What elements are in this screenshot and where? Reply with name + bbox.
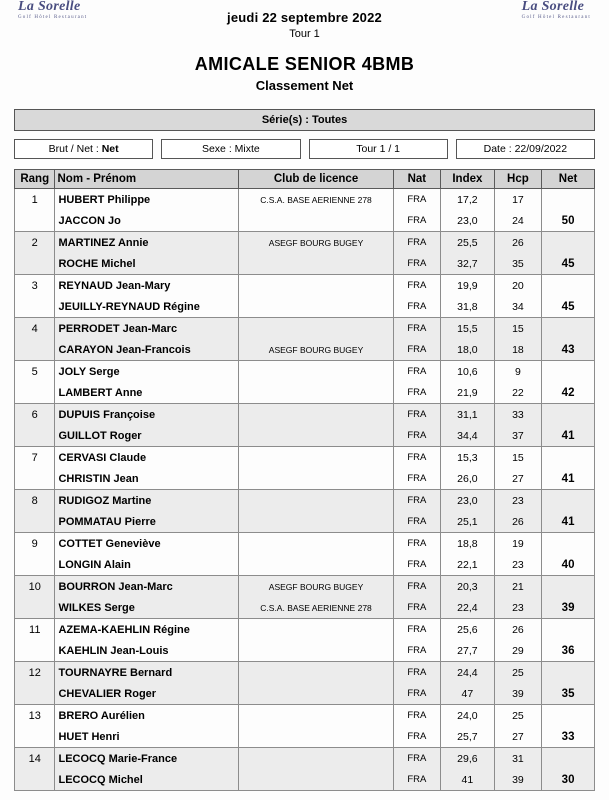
cell-player-name: HUBERT Philippe — [55, 189, 239, 211]
table-row — [15, 425, 595, 447]
cell-rank: 1 — [15, 189, 55, 211]
cell-rank — [15, 210, 55, 232]
cell-rank: 11 — [15, 619, 55, 641]
cell-club — [239, 683, 393, 705]
cell-index: 24,4 — [441, 662, 495, 684]
cell-hcp: 19 — [494, 533, 541, 555]
cell-nat: FRA — [393, 597, 440, 619]
cell-net — [542, 361, 595, 383]
filter-sexe-label: Sexe : — [201, 143, 232, 155]
cell-hcp: 25 — [494, 662, 541, 684]
cell-nat: FRA — [393, 640, 440, 662]
cell-net — [542, 576, 595, 598]
logo-right — [522, 0, 591, 20]
cell-net — [542, 275, 595, 297]
cell-club — [239, 210, 393, 232]
table-row — [15, 318, 595, 340]
cell-club — [239, 662, 393, 684]
cell-club — [239, 533, 393, 555]
cell-hcp: 15 — [494, 447, 541, 469]
cell-net: 43 — [542, 339, 595, 361]
cell-index: 10,6 — [441, 361, 495, 383]
cell-hcp: 24 — [494, 210, 541, 232]
table-row — [15, 748, 595, 770]
cell-club — [239, 447, 393, 469]
cell-player-name: MARTINEZ Annie — [55, 232, 239, 254]
cell-nat: FRA — [393, 748, 440, 770]
cell-player-name: REYNAUD Jean-Mary — [55, 275, 239, 297]
cell-nat: FRA — [393, 404, 440, 426]
cell-hcp: 37 — [494, 425, 541, 447]
cell-nat: FRA — [393, 619, 440, 641]
cell-index: 27,7 — [441, 640, 495, 662]
cell-rank: 10 — [15, 576, 55, 598]
table-row — [15, 253, 595, 275]
table-row — [15, 511, 595, 533]
cell-player-name: COTTET Geneviève — [55, 533, 239, 555]
cell-index: 23,0 — [441, 210, 495, 232]
cell-net: 40 — [542, 554, 595, 576]
cell-index: 47 — [441, 683, 495, 705]
cell-nat: FRA — [393, 253, 440, 275]
filter-date-label: Date : — [483, 143, 512, 155]
cell-player-name: ROCHE Michel — [55, 253, 239, 275]
table-row — [15, 619, 595, 641]
cell-net — [542, 662, 595, 684]
cell-club — [239, 748, 393, 770]
logo-right-name: La Sorelle — [521, 0, 585, 14]
cell-net: 41 — [542, 511, 595, 533]
cell-nat: FRA — [393, 511, 440, 533]
cell-nat: FRA — [393, 576, 440, 598]
cell-hcp: 26 — [494, 619, 541, 641]
cell-rank — [15, 468, 55, 490]
cell-hcp: 35 — [494, 253, 541, 275]
filter-brut-net-value: Net — [101, 143, 119, 155]
cell-hcp: 17 — [494, 189, 541, 211]
cell-nat: FRA — [393, 296, 440, 318]
cell-hcp: 31 — [494, 748, 541, 770]
cell-club — [239, 619, 393, 641]
cell-club — [239, 318, 393, 340]
cell-nat: FRA — [393, 361, 440, 383]
cell-net: 30 — [542, 769, 595, 791]
cell-index: 29,6 — [441, 748, 495, 770]
cell-club — [239, 511, 393, 533]
cell-index: 19,9 — [441, 275, 495, 297]
column-header-hcp: Hcp — [494, 170, 541, 189]
document-header — [0, 0, 609, 93]
cell-nat: FRA — [393, 382, 440, 404]
filter-sexe-value: Mixte — [234, 143, 260, 155]
cell-hcp: 23 — [494, 490, 541, 512]
cell-rank: 14 — [15, 748, 55, 770]
cell-club — [239, 253, 393, 275]
cell-net: 41 — [542, 468, 595, 490]
cell-rank — [15, 296, 55, 318]
cell-hcp: 21 — [494, 576, 541, 598]
cell-index: 18,8 — [441, 533, 495, 555]
cell-nat: FRA — [393, 447, 440, 469]
cell-net: 35 — [542, 683, 595, 705]
cell-club — [239, 468, 393, 490]
cell-rank — [15, 253, 55, 275]
cell-net: 33 — [542, 726, 595, 748]
page-title: AMICALE SENIOR 4BMB — [194, 54, 415, 74]
cell-index: 17,2 — [441, 189, 495, 211]
table-row — [15, 662, 595, 684]
cell-hcp: 9 — [494, 361, 541, 383]
cell-net: 42 — [542, 382, 595, 404]
table-row — [15, 640, 595, 662]
cell-index: 26,0 — [441, 468, 495, 490]
table-row — [15, 468, 595, 490]
cell-rank: 8 — [15, 490, 55, 512]
cell-rank: 12 — [15, 662, 55, 684]
cell-club: C.S.A. BASE AERIENNE 278 — [239, 597, 393, 619]
cell-hcp: 22 — [494, 382, 541, 404]
series-bar: Série(s) : Toutes — [14, 109, 595, 131]
cell-rank — [15, 382, 55, 404]
cell-player-name: LECOCQ Michel — [55, 769, 239, 791]
cell-index: 25,7 — [441, 726, 495, 748]
cell-player-name: POMMATAU Pierre — [55, 511, 239, 533]
cell-net — [542, 318, 595, 340]
cell-net: 41 — [542, 425, 595, 447]
cell-club — [239, 361, 393, 383]
cell-player-name: CHEVALIER Roger — [55, 683, 239, 705]
table-row — [15, 597, 595, 619]
cell-hcp: 27 — [494, 726, 541, 748]
cell-club — [239, 296, 393, 318]
cell-net — [542, 490, 595, 512]
cell-index: 15,3 — [441, 447, 495, 469]
cell-player-name: GUILLOT Roger — [55, 425, 239, 447]
cell-player-name: JOLY Serge — [55, 361, 239, 383]
cell-rank — [15, 769, 55, 791]
cell-club: C.S.A. BASE AERIENNE 278 — [239, 189, 393, 211]
table-row — [15, 447, 595, 469]
table-row — [15, 382, 595, 404]
filter-brut-net[interactable] — [14, 139, 153, 159]
column-header-net: Net — [542, 170, 595, 189]
cell-nat: FRA — [393, 490, 440, 512]
cell-net: 45 — [542, 296, 595, 318]
cell-rank: 9 — [15, 533, 55, 555]
cell-player-name: BRERO Aurélien — [55, 705, 239, 727]
cell-nat: FRA — [393, 339, 440, 361]
cell-index: 25,5 — [441, 232, 495, 254]
cell-rank — [15, 511, 55, 533]
cell-player-name: HUET Henri — [55, 726, 239, 748]
cell-rank — [15, 726, 55, 748]
cell-hcp: 39 — [494, 683, 541, 705]
filter-tour[interactable] — [309, 139, 448, 159]
cell-hcp: 34 — [494, 296, 541, 318]
cell-rank: 13 — [15, 705, 55, 727]
cell-net: 36 — [542, 640, 595, 662]
cell-player-name: PERRODET Jean-Marc — [55, 318, 239, 340]
cell-index: 20,3 — [441, 576, 495, 598]
cell-net: 50 — [542, 210, 595, 232]
cell-hcp: 18 — [494, 339, 541, 361]
filter-row — [14, 139, 595, 159]
cell-player-name: JEUILLY-REYNAUD Régine — [55, 296, 239, 318]
column-header-club: Club de licence — [239, 170, 393, 189]
filter-date-value: 22/09/2022 — [514, 143, 568, 155]
filter-date[interactable] — [456, 139, 595, 159]
cell-club — [239, 769, 393, 791]
cell-rank — [15, 683, 55, 705]
cell-index: 18,0 — [441, 339, 495, 361]
table-row — [15, 404, 595, 426]
table-row — [15, 490, 595, 512]
table-row — [15, 361, 595, 383]
cell-nat: FRA — [393, 425, 440, 447]
table-row — [15, 705, 595, 727]
cell-club — [239, 490, 393, 512]
logo-left-name: La Sorelle — [18, 0, 81, 14]
cell-club: ASEGF BOURG BUGEY — [239, 576, 393, 598]
cell-rank: 7 — [15, 447, 55, 469]
cell-player-name: DUPUIS Françoise — [55, 404, 239, 426]
cell-net — [542, 232, 595, 254]
cell-net — [542, 705, 595, 727]
cell-hcp: 39 — [494, 769, 541, 791]
cell-club — [239, 705, 393, 727]
cell-nat: FRA — [393, 554, 440, 576]
column-header-index: Index — [441, 170, 495, 189]
cell-net: 45 — [542, 253, 595, 275]
cell-index: 22,1 — [441, 554, 495, 576]
cell-club — [239, 382, 393, 404]
cell-index: 22,4 — [441, 597, 495, 619]
cell-index: 25,1 — [441, 511, 495, 533]
cell-club — [239, 404, 393, 426]
cell-index: 25,6 — [441, 619, 495, 641]
cell-nat: FRA — [393, 232, 440, 254]
table-row — [15, 189, 595, 211]
column-header-nat: Nat — [393, 170, 440, 189]
tour-label: Tour 1 — [289, 28, 320, 40]
cell-rank — [15, 554, 55, 576]
cell-rank — [15, 597, 55, 619]
cell-hcp: 29 — [494, 640, 541, 662]
cell-net — [542, 748, 595, 770]
cell-hcp: 23 — [494, 597, 541, 619]
table-row — [15, 533, 595, 555]
table-row — [15, 554, 595, 576]
cell-nat: FRA — [393, 769, 440, 791]
cell-hcp: 23 — [494, 554, 541, 576]
cell-net — [542, 189, 595, 211]
cell-nat: FRA — [393, 468, 440, 490]
filter-brut-net-label: Brut / Net : — [48, 143, 99, 155]
cell-net — [542, 404, 595, 426]
table-row — [15, 232, 595, 254]
table-row — [15, 296, 595, 318]
logo-left-tagline: Golf Hôtel Restaurant — [18, 14, 88, 20]
filter-tour-label: Tour 1 / 1 — [356, 143, 401, 155]
cell-hcp: 33 — [494, 404, 541, 426]
cell-nat: FRA — [393, 662, 440, 684]
cell-rank: 4 — [15, 318, 55, 340]
page-subtitle: Classement Net — [255, 78, 354, 93]
cell-club — [239, 554, 393, 576]
cell-player-name: LECOCQ Marie-France — [55, 748, 239, 770]
cell-index: 21,9 — [441, 382, 495, 404]
table-header-row — [15, 170, 595, 189]
table-row — [15, 726, 595, 748]
table-row — [15, 769, 595, 791]
cell-club — [239, 726, 393, 748]
event-date: jeudi 22 septembre 2022 — [227, 10, 382, 25]
cell-club — [239, 275, 393, 297]
cell-nat: FRA — [393, 726, 440, 748]
cell-net — [542, 619, 595, 641]
cell-rank: 6 — [15, 404, 55, 426]
cell-index: 24,0 — [441, 705, 495, 727]
column-header-name: Nom - Prénom — [55, 170, 239, 189]
cell-rank — [15, 425, 55, 447]
cell-index: 23,0 — [441, 490, 495, 512]
cell-hcp: 25 — [494, 705, 541, 727]
cell-net — [542, 447, 595, 469]
cell-net — [542, 533, 595, 555]
cell-index: 15,5 — [441, 318, 495, 340]
cell-player-name: JACCON Jo — [55, 210, 239, 232]
cell-club: ASEGF BOURG BUGEY — [239, 232, 393, 254]
cell-player-name: LAMBERT Anne — [55, 382, 239, 404]
cell-hcp: 15 — [494, 318, 541, 340]
cell-hcp: 26 — [494, 511, 541, 533]
cell-club: ASEGF BOURG BUGEY — [239, 339, 393, 361]
cell-index: 31,1 — [441, 404, 495, 426]
cell-club — [239, 425, 393, 447]
cell-player-name: AZEMA-KAEHLIN Régine — [55, 619, 239, 641]
cell-rank — [15, 640, 55, 662]
cell-index: 32,7 — [441, 253, 495, 275]
cell-hcp: 27 — [494, 468, 541, 490]
logo-left — [18, 0, 87, 20]
cell-nat: FRA — [393, 318, 440, 340]
cell-rank: 5 — [15, 361, 55, 383]
table-row — [15, 339, 595, 361]
cell-player-name: RUDIGOZ Martine — [55, 490, 239, 512]
cell-net: 39 — [542, 597, 595, 619]
cell-player-name: CARAYON Jean-Francois — [55, 339, 239, 361]
table-body — [15, 189, 595, 791]
logo-right-tagline: Golf Hôtel Restaurant — [521, 14, 591, 20]
cell-hcp: 26 — [494, 232, 541, 254]
cell-nat: FRA — [393, 210, 440, 232]
cell-player-name: CHRISTIN Jean — [55, 468, 239, 490]
cell-index: 41 — [441, 769, 495, 791]
cell-rank: 3 — [15, 275, 55, 297]
cell-player-name: CERVASI Claude — [55, 447, 239, 469]
table-row — [15, 210, 595, 232]
cell-index: 31,8 — [441, 296, 495, 318]
table-row — [15, 275, 595, 297]
cell-player-name: WILKES Serge — [55, 597, 239, 619]
cell-player-name: TOURNAYRE Bernard — [55, 662, 239, 684]
cell-nat: FRA — [393, 189, 440, 211]
cell-nat: FRA — [393, 705, 440, 727]
cell-nat: FRA — [393, 683, 440, 705]
cell-nat: FRA — [393, 275, 440, 297]
cell-rank: 2 — [15, 232, 55, 254]
cell-nat: FRA — [393, 533, 440, 555]
cell-hcp: 20 — [494, 275, 541, 297]
column-header-rank: Rang — [15, 170, 55, 189]
cell-rank — [15, 339, 55, 361]
filter-sexe[interactable] — [161, 139, 300, 159]
ranking-table — [14, 169, 595, 791]
table-row — [15, 683, 595, 705]
cell-player-name: LONGIN Alain — [55, 554, 239, 576]
cell-player-name: KAEHLIN Jean-Louis — [55, 640, 239, 662]
table-row — [15, 576, 595, 598]
cell-index: 34,4 — [441, 425, 495, 447]
cell-player-name: BOURRON Jean-Marc — [55, 576, 239, 598]
cell-club — [239, 640, 393, 662]
